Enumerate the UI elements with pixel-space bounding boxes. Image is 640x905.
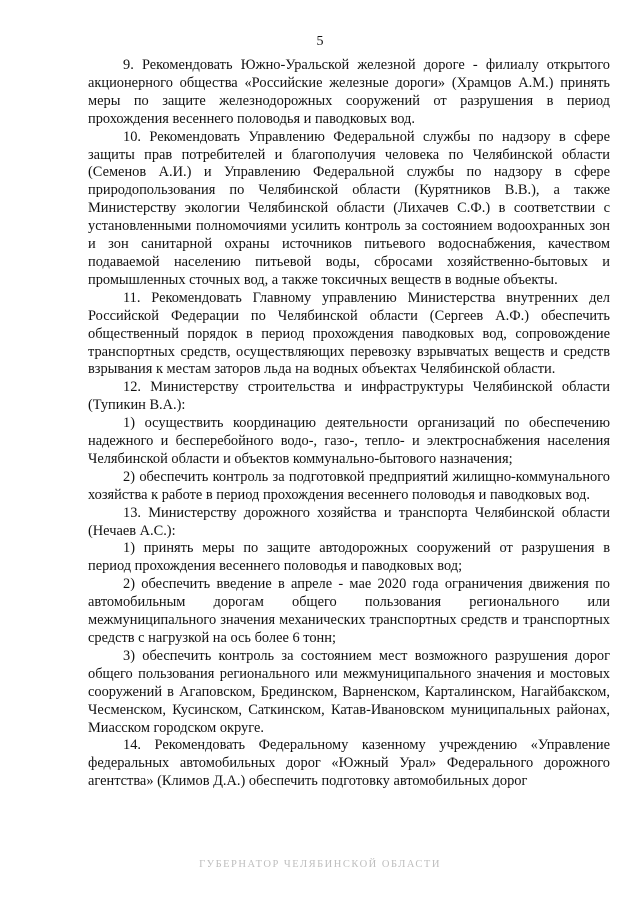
paragraph-12-item-1: 1) осуществить координацию деятельности организаций по обеспечению надежного и бесперебойного водо-, газо-, тепло- и электроснабжения населения Челябинской области и объектов коммунально-бытового назначения;: [88, 415, 610, 467]
paragraph-13-item-2: 2) обеспечить введение в апреле - мае 2020 года ограничения движения по автомобильным дорогам общего пользования регионального или межмуниципального значения механических транспортных средств и транспортных средств с нагрузкой на ось более 6 тонн;: [88, 576, 610, 646]
paragraph-13-item-1: 1) принять меры по защите автодорожных сооружений от разрушения в период прохождения весеннего половодья и паводковых вод;: [88, 540, 610, 575]
paragraph-13-item-3: 3) обеспечить контроль за состоянием мест возможного разрушения дорог общего пользования регионального или межмуниципального значения и мостовых сооружений в Агаповском, Брединском, Варненском, Карталинском, Нагайбакском, Чесменском, Кусинском, Саткинском, Катав-Ивановском муниципальных районах, Миасском городском округе.: [88, 647, 610, 736]
paragraph-9: 9. Рекомендовать Южно-Уральской железной дороге - филиалу открытого акционерного общества «Российские железные дороги» (Храмцов А.М.) принять меры по защите железнодорожных сооружений от разрушения в период прохождения весеннего половодья и паводковых вод.: [88, 57, 610, 127]
paragraph-12-item-2: 2) обеспечить контроль за подготовкой предприятий жилищно-коммунального хозяйства к работе в период прохождения весеннего половодья и паводковых вод.: [88, 468, 610, 503]
paragraph-14: 14. Рекомендовать Федеральному казенному учреждению «Управление федеральных автомобильных дорог «Южный Урал» Федерального дорожного агентства» (Климов Д.А.) обеспечить подготовку автомобильных дорог: [88, 737, 610, 790]
paragraph-10: 10. Рекомендовать Управлению Федеральной службы по надзору в сфере защиты прав потребителей и благополучия человека по Челябинской области (Семенов А.И.) и Управлению Федеральной службы по надзору в сфере природопользования по Челябинской области (Курятников В.В.), а также Министерству экологии Челябинской области (Лихачев С.Ф.) в соответствии с установленными полномочиями усилить контроль за состоянием водоохранных зон и зон санитарной охраны источников питьевого водоснабжения, качеством подаваемой населению питьевой воды, сбросами хозяйственно-бытовых и промышленных сточных вод, а также токсичных веществ в водные объекты.: [88, 128, 610, 288]
footer-watermark: ГУБЕРНАТОР ЧЕЛЯБИНСКОЙ ОБЛАСТИ: [199, 859, 441, 870]
paragraph-12: 12. Министерству строительства и инфраструктуры Челябинской области (Тупикин В.А.):: [88, 379, 610, 414]
paragraph-13: 13. Министерству дорожного хозяйства и транспорта Челябинской области (Нечаев А.С.):: [88, 504, 610, 539]
page-number: 5: [316, 34, 324, 49]
document-body: [88, 57, 610, 791]
paragraph-11: 11. Рекомендовать Главному управлению Министерства внутренних дел Российской Федерации по Челябинской области (Сергеев А.Ф.) обеспечить общественный порядок в период прохождения паводковых вод, сопровождение транспортных средств, осуществляющих перевозку взрывчатых веществ и средств взрывания к местам заторов льда на водных объектах Челябинской области.: [88, 289, 610, 378]
